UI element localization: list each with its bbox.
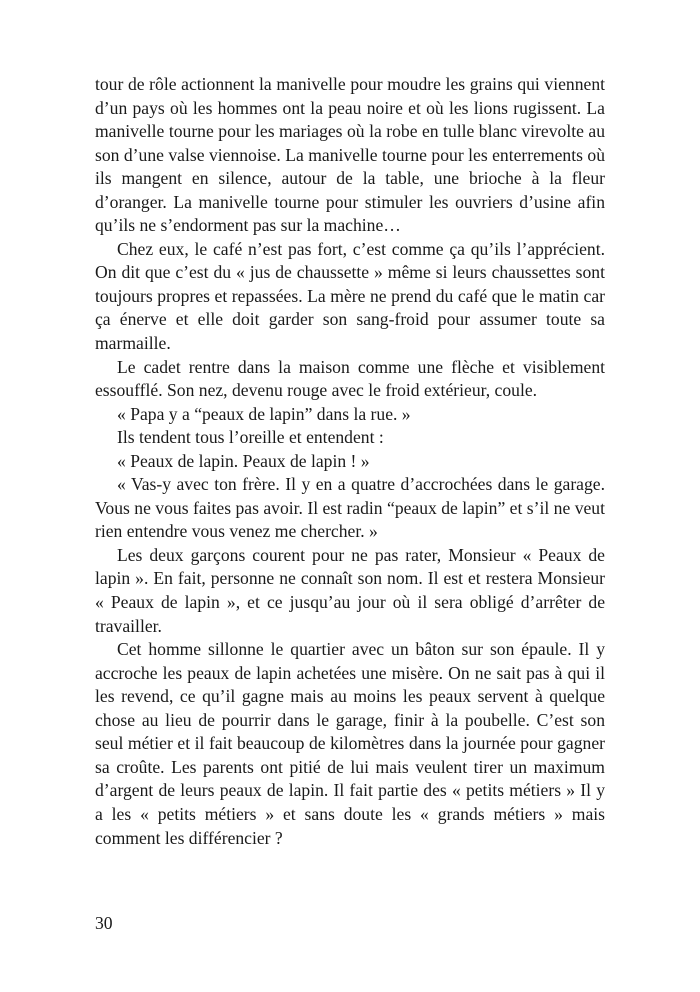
paragraph-homme: Cet homme sillonne le quartier avec un bâton sur son épaule. Il y accroche les peaux de lapin achetées une misère. On ne sait pas à qui il les revend, ce qu’il gagne mais au moins les peaux servent à quelque chose au lieu de pourrir dans le garage, finir à la poubelle. C’est son seul métier et il fait beaucoup de kilomètres dans la journée pour gagner sa croûte. Les parents ont pitié de lui mais veulent tirer un maximum d’argent de leurs peaux de lapin. Il fait partie des « petits métiers » Il y a les « petits métiers » et sans doute les « grands métiers » mais comment les différencier ? (95, 639, 605, 848)
dialogue-line: Ils tendent tous l’oreille et entendent : (117, 427, 384, 448)
dialogue-line: « Peaux de lapin. Peaux de lapin ! » (117, 450, 370, 471)
page-number: 30 (95, 913, 113, 933)
dialogue-line: « Papa y a “peaux de lapin” dans la rue. » (117, 403, 411, 424)
paragraph-garcons: Les deux garçons courent pour ne pas rater, Monsieur « Peaux de lapin ». En fait, personne ne connaît son nom. Il est et restera Monsieur « Peaux de lapin », et ce jusqu’au jour où il sera obligé d’arrêter de travailler. (95, 544, 605, 636)
paragraph-cafe: Chez eux, le café n’est pas fort, c’est comme ça qu’ils l’apprécient. On dit que c’est du « jus de chaussette » même si leurs chaussettes sont toujours propres et repassées. La mère ne prend du café que le matin car ça énerve et elle doit garder son sang-froid pour assumer toute sa marmaille. (95, 238, 605, 354)
dialogue-line: « Vas-y avec ton frère. Il y en a quatre d’accrochées dans le garage. Vous ne vous faites pas avoir. Il est radin “peaux de lapin” et s’il ne veut rien entendre vous venez me chercher. » (95, 474, 605, 542)
body-text (95, 73, 605, 850)
paragraph-cadet: Le cadet rentre dans la maison comme une flèche et visiblement essoufflé. Son nez, devenu rouge avec le froid extérieur, coule. (95, 356, 605, 401)
paragraph-continuation: tour de rôle actionnent la manivelle pour moudre les grains qui viennent d’un pays où les hommes ont la peau noire et où les lions rugissent. La manivelle tourne pour les mariages où la robe en tulle blanc virevolte au son d’une valse viennoise. La manivelle tourne pour les enterrements où ils mangent en silence, autour de la table, une brioche à la fleur d’oranger. La manivelle tourne pour stimuler les ouvriers d’usine afin qu’ils ne s’endorment pas sur la machine… (95, 74, 605, 236)
